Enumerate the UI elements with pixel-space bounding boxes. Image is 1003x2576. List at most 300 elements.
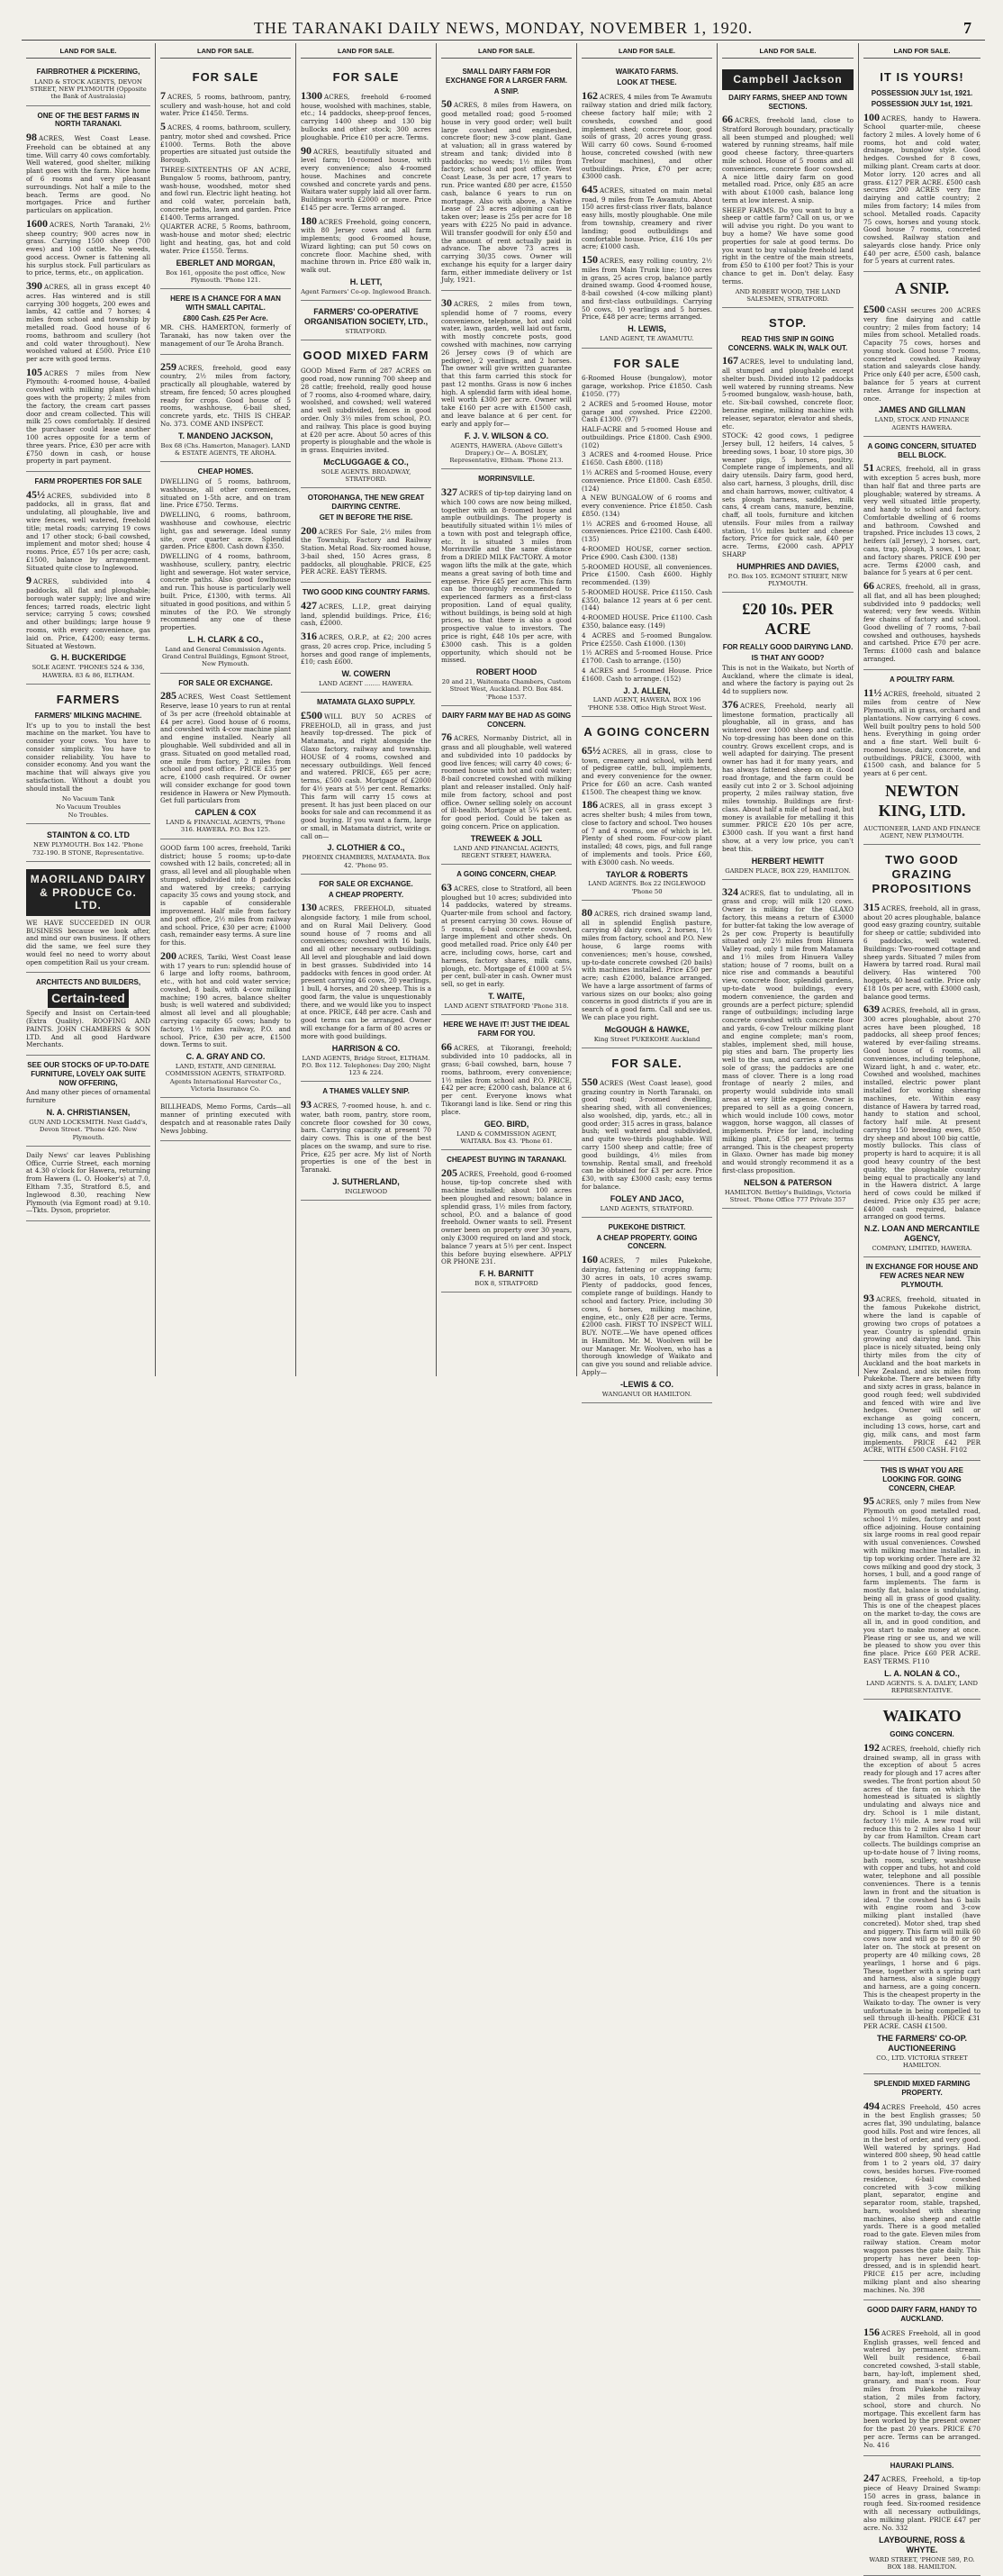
ad-text: ACRES, freehold 6-roomed house, woolshed with machines, stable, etc.; 14 paddocks, sheep-proof fences, carrying 1400 sheep and 130 big bullocks and other stock; 300 acres ploughable. Price £10 per acre. Terms. [301,93,431,141]
display-heading: FOR SALE [192,70,259,85]
agent-name: J. CLOTHIER & CO., [327,843,405,853]
firm-name: FAIRBROTHER & PICKERING, [36,68,140,77]
ad-text: It's up to you to install the best machine on the market. You have to consider your cows. You have to consider simplicity. You have to consider reliability. You have to consider economy. And you want the machine that will always give you satisfaction. Without a doubt you should install the [26,721,150,793]
acreage-number: 376 [722,697,738,711]
ad-line: No Vacuum Tank [61,794,115,803]
advertisement [160,462,291,673]
ad-subheading: IS THAT ANY GOOD? [751,654,825,662]
ad-heading: GOING CONCERN. [890,1730,954,1739]
agent-address: BOX 8, STRATFORD [474,1280,538,1288]
acreage-number: 427 [301,598,317,612]
ad-text: GOOD Mixed Farm of 287 ACRES on good road, now running 700 sheep and 28 cattle; freehold, really good house of 7 rooms, also 4-roomed whare, dairy, woolshed, and cowshed; well watered and well subdivided, fences in good order. Only 3½ miles from school, P.O. and railway. This place is good buying at £20 per acre. About 50 acres of this property is ploughable and the whole is in grass. Enquiries invited. [301,367,431,455]
acreage-number: 186 [582,798,598,812]
ad-text: ACRES, North Taranaki, 2½ sheep country; 900 acres now in grass. Carrying 1500 sheep (700 ewes) and 100 cattle. No weeds, good access. Owner is fattening all his surplus stock. Full particulars as to price, terms, etc., on application. [26,220,150,277]
agent-address: CO., LTD. VICTORIA STREET HAMILTON. [876,2054,968,2070]
ad-paragraph [301,144,431,213]
column-header: LAND FOR SALE. [863,47,980,59]
ad-heading: DAIRY FARMS, SHEEP AND TOWN SECTIONS. [728,93,847,111]
advertisement [301,340,431,488]
ad-text: CASH secures 200 ACRES very fine dairying and cattle country; 2 miles from factory; 14 miles from school. Metalled roads. Capacity 75 cows, horses and young stock. Good house 7 rooms, concreted cowshed. Railway station and saleyards close handy. Price only £40 per acre, £500 cash, balance for 5 years at current rates. Arrange for inspection at once. [863,306,980,403]
acreage-number: 76 [441,730,452,744]
agent-address: SOLE AGENTS. BROADWAY, STRATFORD. [321,467,411,484]
ad-subheading: £800 Cash. £25 Per Acre. [183,313,268,322]
ad-paragraph [863,1292,980,1455]
agent-address: 20 and 21, Waitemata Chambers, Custom Street West, Auckland. P.O. Box 484. 'Phone 1537. [441,678,572,701]
logo-block: Campbell Jackson [722,69,854,90]
agent-address: LAND AGENTS. S. A. DALEY, LAND REPRESENTATIVE. [865,1679,979,1694]
acreage-number: 494 [863,2099,880,2112]
ad-text: A NEW BUNGALOW of 6 rooms and every convenience. Price £1850. Cash £850. (134) [582,494,712,518]
ad-heading: FOR SALE OR EXCHANGE. [319,879,413,888]
agent-address: LAND, STOCK AND FINANCE AGENTS HAWERA. [874,416,970,431]
agent-address: Land and General Commission Agents. Grand Central Buildings, Egmont Street, New Plymouth. [161,645,290,668]
ad-text: ACRES, West Coast Settlement Reserve, lease 10 years to run at rental of 3s per acre (freehold obtainable at £4 per acre). Good house of 6 rooms, and cowshed with 4-cow machine plant and engine installed. Nearly all ploughable. Well subdivided and all in grass. Situated on good metalled road, one mile from factory, 2 miles from school and post office. PRICE £35 per acre, £1000 cash required. Or owner will consider exchange for good town residence in Hawera or New Plymouth. Get full particulars from [160,693,291,805]
ad-text: ACRES, 5 rooms, bathroom, pantry, scullery and wash-house, hot and cold water. Price £1450. Terms. [160,93,291,118]
ad-heading: A THAMES VALLEY SNIP. [322,1087,410,1096]
agent-name: N. A. CHRISTIANSEN, [46,1108,131,1118]
ad-heading: OTOROHANGA, THE NEW GREAT DAIRYING CENTRE. [307,494,425,512]
masthead [22,16,985,41]
ad-text: ACRES, Freehold, a tip-top piece of Heavy Drained Swamp: 150 acres in grass, balance in rough feed. Six-roomed residence with all necessary outbuildings, also milking plant. PRICE £47 per acre. No. 332 [863,2475,980,2532]
ad-heading: ARCHITECTS AND BUILDERS, [35,978,141,987]
ad-paragraph [863,579,980,664]
ad-heading: ONE OF THE BEST FARMS IN NORTH TARANAKI. [37,111,140,129]
ad-subheading: FARMERS' MILKING MACHINE. [34,711,142,720]
agent-address: LAND AGENT, HAWERA. BOX 196 'PHONE 538. Office High Street West. [587,696,707,712]
ad-paragraph [26,574,150,650]
ad-paragraph [582,564,712,587]
agent-address: LAND AGENT STRATFORD 'Phone 318. [444,1002,569,1010]
advertisement [441,1150,572,1293]
agent-address: LAND & COMMISSION AGENT, WAITARA. Box 43. 'Phone 61. [456,1129,557,1145]
ad-paragraph [26,279,150,364]
advertisement [582,1048,712,1218]
ad-paragraph [582,89,712,181]
acreage-number: 80 [582,906,592,920]
agent-name: HERBERT HEWITT [751,856,825,866]
advertisement [722,308,854,593]
ad-paragraph [863,2326,980,2450]
ad-paragraph [722,113,854,204]
ad-heading: HERE IS A CHANCE FOR A MAN WITH SMALL CAPITAL. [170,295,281,312]
ad-subheading: READ THIS SNIP IN GOING CONCERNS. WALK IN, WALK OUT. [727,334,848,352]
ad-text: ACRES, 2 miles from town, splendid home of 7 rooms, every convenience, telephone, hot and cold water, lawn, garden, well laid out farm, with mostly concrete posts, good cowshed with machines, now carrying 26 Jersey cows (9 of which are pedigree), 2 yearlings, and 2 horses. The owner will give written guarantee that this farm carried this stock for past 12 months. Grass is now 6 inches high. A splendid farm with ideal home, well worth £300 per acre. Owner will take £160 per acre with £1500 cash, and leave balance at 6 per cent. for early and apply for— [441,300,572,428]
ad-text: ACRES 7 miles from New Plymouth: 4-roomed house, 4-bailed cowshed with milking plant which goes with the property; 2 miles from the factory, the cream cart passes door and cream collected. This will milk 25 cows comfortably. If desired the purchaser could lease another 100 acres opposite for a term of three years. Price, £30 per acre with £750 down in cash, or house property in part payment. [26,368,150,466]
agent-address: WANGANUI OR HAMILTON. [601,1390,692,1398]
agent-address: HAMILTON. Bettley's Buildings, Victoria Street. 'Phone Office 777 Private 357 [724,1188,852,1204]
ad-text: This is not in the Waikato, but North of Auckland, where the climate is ideal, and where the factory is paying out 2s 4d to suppliers now. [722,663,854,696]
agent-address: GUN AND LOCKSMITH. Next Gadd's, Devon Street. 'Phone 426. New Plymouth. [29,1118,148,1141]
acreage-number: 65½ [582,743,601,757]
ad-paragraph [301,599,431,628]
acreage-number: 98 [26,131,37,144]
advertisement [863,845,980,1257]
acreage-number: 639 [863,1002,880,1016]
ad-paragraph [160,689,291,805]
ad-text: MR. CHS. HAMERTON, formerly of Taranaki, has now taken over the management of our Te Aroha Branch. [160,323,291,348]
agent-name: ROBERT HOOD [475,667,538,677]
advertisement [160,289,291,355]
column [156,43,296,1376]
column-header: LAND FOR SALE. [26,47,150,59]
ad-paragraph [722,354,854,431]
ad-text: 5-ROOMED HOUSE. Price £1150. Cash £350, balance 12 years at 6 per cent. (144) [582,587,712,612]
display-heading: NEWTON KING, LTD. [878,782,966,820]
ad-text: ACRES Freehold, all in good English grasses, well fenced and watered by permanent stream. Well built residence, 6-bail concreted cowshed, 3-stall stable, barn, hay-loft, implement shed, granary, and man's room. Four miles from Pukekohe railway station, 2 miles from factory, school, store and church. No mortgage. This excellent farm has been worked by the present owner for the past 20 years. PRICE £70 per acre. Terms can be arranged. No. 416 [863,2328,980,2449]
acreage-number: 30 [441,296,452,310]
ad-heading: MATAMATA GLAXO SUPPLY. [316,698,416,707]
ad-paragraph [26,1010,150,1049]
ad-text: SHEEP FARMS. Do you want to buy a sheep or cattle farm? Call on us, or we will advise you right. Do you want to buy a home? We have some good properties for sale at good terms. Do you want to buy valuable freehold land right in the centre of the main streets, from £50 to £100 per foot? This is your chance to get in. Don't delay. Easy terms. [722,205,854,286]
agent-address: LAND AND FINANCIAL AGENTS, REGENT STREET, HAWERA. [453,844,560,859]
acreage-number: 45½ [26,487,45,501]
display-heading: FARMERS [56,692,121,706]
ad-text: And many other pieces of ornamental furniture [26,1088,150,1105]
advertisement [441,62,572,291]
ad-text: THREE-SIXTEENTHS OF AN ACRE, Bungalow 5 rooms, bathroom, pantry, wash-house, woodshed, motor shed and fowl run. Electric light heating. hot and cold water, porcelain bath, concrete paths, lawn and garden. Price £1400. Terms arranged. [160,165,291,222]
agent-name: C. A. GRAY AND CO. [185,1052,266,1062]
ad-paragraph [863,901,980,1001]
acreage-number: 51 [863,461,874,475]
agent-address: LAND AGENTS. Box 22 INGLEWOOD 'Phone 50 [588,880,706,895]
ad-heading: SPLENDID MIXED FARMING PROPERTY. [873,2080,971,2098]
ad-text: ACRES, at Tikorangi, freehold; subdivided into 10 paddocks, all in grass; 6-bail cowshed, barn, house 7 rooms, bathroom, every convenience; 1½ miles from school and P.O. PRICE, £42 per acre; £2000 cash, balance at 6 per cent. Everyone knows what Tikorangi land is like. Send or ring this place. [441,1043,572,1116]
advertisement [863,1257,980,1461]
agent-address: Box 161, opposite the post office, New Plymouth. 'Phone 121. [166,268,285,284]
advertisement [722,593,854,879]
advertisement [26,472,150,685]
column [577,43,718,1398]
ad-paragraph [722,432,854,559]
advertisement [160,1098,291,1141]
ad-paragraph [301,1098,431,1175]
ad-paragraph [582,798,712,866]
agent-name: STAINTON & CO. LTD [47,830,130,840]
ad-heading: HERE WE HAVE IT! JUST THE IDEAL FARM FOR YOU. [443,1020,570,1038]
ad-paragraph [582,521,712,544]
advertisement [863,272,980,437]
agent-name: W. COWERN [341,669,391,679]
ad-text: ACRES, L.I.P., great dairying land, splendid buildings. Price, £16; cash, £2000. [301,602,431,628]
acreage-number: 100 [863,110,880,123]
ad-paragraph [863,2100,980,2295]
ad-subheading: LOOK AT THESE. [617,77,677,86]
agent-name: GEO. BIRD, [483,1119,529,1129]
agent-name: TREWEEK & JOLL [470,833,543,843]
agent-name: J. J. ALLEN, [623,685,671,695]
ad-paragraph [582,632,712,649]
ad-subheading: A SNIP. [493,86,520,95]
ad-paragraph [722,885,854,1175]
agent-name: HARRISON & CO. [331,1043,401,1053]
agent-address: WARD STREET, 'PHONE 589, P.O. BOX 188. HAMILTON. [869,2555,975,2571]
ad-text: ACRES For Sale, 2½ miles from the Township, Factory and Railway Station. Metal Road. Six-roomed house, 3-bail shed, 150 Acres grass, 8 paddocks, all ploughable. PRICE, £25 PER ACRE. EASY TERMS. [301,527,431,576]
column-header: LAND FOR SALE. [441,47,572,59]
agent-name: JAMES AND GILLMAN [878,405,966,415]
ad-paragraph [301,901,431,1040]
agent-name: L. H. CLARK & CO., [187,634,264,644]
ad-heading: CHEAPEST BUYING IN TARANAKI. [447,1156,566,1165]
ad-paragraph [863,111,980,267]
ad-heading: DAIRY FARM MAY BE HAD AS GOING CONCERN. [441,711,572,729]
advertisement [441,469,572,706]
acreage-number: 11½ [863,685,882,699]
acreage-number: 327 [441,485,457,499]
agent-address: AND ROBERT WOOD, THE LAND SALESMEN, STRATFORD. [735,287,841,303]
agent-name: NELSON & PATERSON [744,1177,832,1187]
agent-name: THE FARMERS' CO-OP. AUCTIONEERING [877,2033,967,2053]
acreage-number: 5 [160,120,166,133]
advertisement [441,706,572,865]
agent-address: King Street PUKEKOHE Auckland [593,1035,700,1043]
ad-paragraph [441,97,572,285]
acreage-number: 1600 [26,216,48,230]
display-heading: A GOING CONCERN [583,725,710,739]
advertisement [26,685,150,824]
ad-text: ACRES, freehold, chiefly rich drained swamp, all in grass with the exception of about 5 acres ready for plough and 17 acres after swedes. The front portion about 50 acres of the farm on which the homestead is situated is slightly undulating and always nice and dry. School is 1 mile distant, factory 1½ mile. A new road will reduce this to 2 miles also 1 hour by car from Hamilton. Cream cart collects. The buildings comprise an up-to-date house of 7 living rooms, bath room, scullery, washhouse with copper and tubs, hot and cold water, telephone and all possible conveniences. There is a tennis lawn in front and the situation is ideal. 7 the cowshed has 6 bails with engine room and 3-cow milking plant installed (have concreted). Motor shed, trap shed and piggery. This farm will milk 60 cows now and will go to 80 or 90 later on. The stock at present on property are 40 milking cows, 28 yearlings, 1 horse and 6 pigs. These, together with a spring cart and harness, also a single buggy and harness, are a going concern. This is the cheapest property in the Waikato to-day. The owner is very unfortunate in being compelled to sell through ill-health. PRICE £31 PER ACRE. CASH £1500. [863,1744,980,2031]
agent-name: H. LEWIS, [628,324,666,334]
ad-subheading: GET IN BEFORE THE RISE. [319,512,413,522]
agent-name: J. SUTHERLAND, [332,1177,400,1187]
advertisement [582,62,712,348]
acreage-number: 180 [301,213,317,227]
agent-address: SOLE AGENT. 'PHONES 524 & 336, HAWERA. 83 & 86, ELTHAM. [32,664,145,679]
ad-text: ACRES, Freehold, good 6-roomed house, tip-top concrete shed with machine installed; about 100 acres been ploughed and resown; balance in splendid grass, 1½ miles from factory, school, P.O. and a balance of good freehold. Owner wants to sell. Present owner been on property over 30 years, only £3000 required on land and stock, balance 7 years at 5½ per cent. Inspect this before buying elsewhere. APPLY OR PHONE 231. [441,1169,572,1266]
ad-text: ACRES, freehold land, close to Stratford Borough boundary, practically all been stumped and ploughed; well watered by running streams, half mile good cheese factory, three-quarters mile school. House of 5 rooms and all conveniences, concrete floor cowshed. A nice little dairy farm on good metalled road. Price, only £85 an acre with about £1000 cash, balance long term at low interest. A snip. [722,116,854,204]
acreage-number: 259 [160,359,176,373]
acreage-number: 192 [863,1740,880,1754]
advertisement [26,824,150,862]
ad-heading: IN EXCHANGE FOR HOUSE AND FEW ACRES NEAR NEW PLYMOUTH. [865,1263,979,1289]
ad-paragraph [582,183,712,251]
ad-text: ACRES, situated on main metal road, 9 miles from Te Awamutu. About 150 acres first-class river flats, balance easy hills, mostly ploughable. One mile from township, creamery and river landing; good outbuildings and comfortable house. Price, £16 10s per acre; £1000 cash. [582,186,712,251]
acreage-number: 130 [301,901,317,914]
acreage-number: 150 [582,253,598,267]
logo-block: MAORILAND DAIRY & PRODUCE Co. LTD. [26,869,150,916]
display-heading: TWO GOOD GRAZING PROPOSITIONS [872,853,972,896]
ad-paragraph [160,223,291,255]
ad-text: ACRES, easy rolling country, 2½ miles from Main Trunk line; 100 acres in grass, 25 acres crop, balance partly drained swamp. Good 4-roomed house, 8-bail cowshed (4-cow milking plant) and first-class outbuildings. Carrying 50 cows, 10 yearlings and 5 horses. Price, £48 per acre; terms arranged. [582,257,712,322]
column-header: LAND FOR SALE. [582,47,712,59]
ad-paragraph [26,920,150,967]
acreage-number: 200 [301,523,317,537]
ad-text: ACRES, FREEHOLD, situated alongside factory, 1 mile from school, and on Rural Mail Delivery. Good sound house of 7 rooms and all conveniences; cowshed with 16 bails, and all other necessary outbuildings. All level and ploughable and laid down in best grasses. Subdivided into 14 paddocks with fences in good order. At present carrying 46 cows, 20 yearlings, 1 bull, 4 horses, and 20 sheep. This is a good farm, the value is unquestionably there, and we would like you to inspect at once. PRICE, £48 per acre. Cash and good terms can be arranged. Owner will exchange for a farm of 80 acres or more with good buildings. [301,904,431,1040]
column [859,43,985,2571]
ad-text: ACRES, freehold, all in grass with exception 5 acres bush, more than half flat and three parts are ploughable; watered by streams. A very well situated little property, and handy to school and factory. Comfortable dwelling of 6 rooms and bathroom. Cowshed and trapshed. Price includes 13 cows, 2 heifers (all Jersey), 2 horses, cart, cans, trap, plough, 3 sows, 1 boar, and factory shares. PRICE £90 per acre. Terms £2000 cash, and balance for 5 years at 6 per cent. [863,465,980,577]
acreage-number: 63 [441,880,452,893]
ad-paragraph [582,253,712,322]
ad-text: ACRES, 4 miles from Te Awamutu railway station and dried milk factory, cheese factory half mile; with 2 cowsheds, cowshed and good implement shed; concrete floor, good soils of grass, 20 acres young grass. Will carry 60 cows. Sound 6-roomed house, concreted cowshed (with new Trelour machines), and other outbuildings. Price, £70 per acre; £3000 cash. [582,92,712,181]
agent-name: -LEWIS & CO. [620,1379,673,1389]
ad-text: STOCK: 42 good cows, 1 pedigree Jersey bull, 12 heifers, 14 calves, 5 breeding sows, 1 boar, 10 store pigs, 30 weaner pigs, 5 horses, poultry. Complete range of implements, and all dairy utensils. Dairy farm, good herd, also cart, harness, 3 ploughs, drill, disc and chain harrows, mower, cultivator, 4 sets plough harness, saddles, milk cans, 4 cream cans, manure, benzine, chaff, all tools, furniture and kitchen utensils. Four miles from a railway station, 1½ miles butter and cheese factory. Price for quick sale, £40 per acre. Terms, £2000 cash. APPLY SHARP [722,431,854,559]
acreage-number: 66 [722,113,733,126]
ad-paragraph [582,1253,712,1377]
advertisement [863,1700,980,2074]
advertisement [26,1147,150,1221]
acreage-number: 1300 [301,89,322,102]
ad-paragraph [863,686,980,778]
ad-text: ACRES, subdivided into 4 paddocks, all flat and ploughable; borough water supply; live and wire fences; tarred roads, electric light service; carrying 5 cows; cowshed and other buildings; large house 9 rooms, with every convenience, gas laid on. Price, £4200; easy terms. Situated at Westown. [26,577,150,650]
ad-paragraph [301,709,431,840]
advertisement [863,2300,980,2455]
advertisement [26,862,150,974]
column-header: LAND FOR SALE. [301,47,431,59]
column [437,43,577,1376]
ad-text: ACRES, beautifully situated and level farm; 10-roomed house, with every convenience; also 4-roomed house. Machines and concrete cowshed and concrete yards and pens. Waitara water supply laid all over farm. Buildings worth £2000 or more. Price £145 per acre. Terms arranged. [301,147,431,212]
agent-name: HUMPHRIES AND DAVIES, [736,561,839,571]
ad-text: 4-ROOMED HOUSE. Price £1100. Cash £350, balance easy. (149) [582,613,712,630]
ad-heading: POSSESSION JULY 1st, 1921. [871,89,973,97]
column [22,43,156,1376]
ad-text: ACRES, close to Stratford, all been ploughed but 10 acres; subdivided into 14 paddocks, watered by streams. Quarter-mile from school and factory, at present carrying 30 cows. House of 5 rooms, 6-bail concrete cowshed, large implement and other sheds. On good metalled road. Price only £40 per acre, including cows, horse, cart and harness, factory shares, milk cans, plough, etc. Mortgage of £1000 at 5¼ per cent, bull-ater in cash. Owner must sell, so get in early. [441,884,572,989]
page-number: 7 [963,18,972,37]
ad-heading: A GOING CONCERN, SITUATED BELL BLOCK. [867,441,977,459]
ad-heading: THIS IS WHAT YOU ARE LOOKING FOR. GOING CONCERN, CHEAP. [881,1466,963,1492]
ad-heading: MORRINSVILLE. [478,475,535,484]
ad-paragraph [582,649,712,666]
acreage-number: 66 [863,579,874,593]
ad-heading: GOOD DAIRY FARM, HANDY TO AUCKLAND. [867,2306,977,2324]
ad-text: 6-Roomed House (bungalow), motor garage, workshop. Price £1850. Cash £1050. (77) [582,374,712,398]
advertisement [301,583,431,693]
agent-name: EBERLET AND MORGAN, [176,258,276,268]
advertisement [26,1056,150,1147]
ad-paragraph [301,630,431,667]
advertisement [26,973,150,1056]
ad-paragraph [441,485,572,665]
firm-subtitle: LAND & STOCK AGENTS, DEVON STREET, NEW PLYMOUTH (Opposite the Bank of Australasia) [30,77,147,101]
column-header: LAND FOR SALE. [160,47,291,59]
agent-address: INGLEWOOD [344,1187,388,1195]
ad-text: HALF-ACRE and 5-roomed House and outbuildings. Price £1800. Cash £900. (102) [582,425,712,449]
agent-address: LAND, ESTATE, AND GENERAL COMMISSION AGENTS, STRATFORD. Agents International Harvester Co., Victoria Insurance Co. [165,1063,286,1093]
agent-name: F. J. V. WILSON & CO. [464,431,549,440]
ad-paragraph [582,451,712,467]
advertisement [863,1461,980,1700]
ad-paragraph [160,553,291,632]
ad-paragraph [441,881,572,989]
acreage-number: 90 [301,143,312,157]
advertisement [722,62,854,308]
advertisement [160,839,291,1098]
ad-text: ACRES, West Coast Lease. Freehold can be obtained at any time. Will carry 40 cows comfortably. Well watered, good shelter, milking plant goes with the farm. Nice home of 6 rooms and very pleasant surroundings. Not half a mile to the beach. Terms are good. No mortgages. Price and further particulars on application. [26,134,150,215]
acreage-number: 66 [441,1039,452,1053]
advertisement [26,62,150,106]
agent-address: GARDEN PLACE, BOX 229, HAMILTON. [725,866,851,875]
agent-name: FARMERS' CO-OPERATIVE ORGANISATION SOCIETY, LTD., [303,307,429,327]
agent-name: McGOUGH & HAWKE, [604,1024,690,1034]
ad-paragraph [863,2472,980,2532]
ad-text: ACRES, rich drained swamp land, all in splendid English pasture, carrying 40 dairy cows, 2 horses, 1½ miles from factory, school and P.O. New house, 6 large rooms with conveniences; men's house, cowshed, up-to-date concrete cowshed (20 bails) with machines installed. Price £50 per acre; cash £2000, balance arranged. We have a large assortment of farms of various sizes on our books; also going concerns in good districts if you are in search of a good farm. Call and see us. We can place you right. [582,910,712,1022]
ad-paragraph [582,375,712,398]
agent-name: N.Z. LOAN AND MERCANTILE AGENCY, [863,1224,980,1244]
ad-paragraph [582,426,712,449]
agent-address: STRATFORD. [345,328,387,336]
acreage-number: 285 [160,689,176,703]
column-header: LAND FOR SALE. [722,47,854,59]
ad-heading: HAURAKI PLAINS. [890,2461,954,2470]
agent-name: T. MANDENO JACKSON, [177,431,273,440]
ad-text: ACRES Freehold, going concern, with 80 Jersey cows and all farm implements; good 6-roomed house, Wizard lighting; can put 50 cows on concrete floor. Machine shed, with machine thrown in. Price £80 walk in, walk out. [301,217,431,275]
advertisement [301,488,431,583]
display-heading: FOR SALE. [611,1057,682,1071]
ad-paragraph [441,1040,572,1117]
advertisement [301,301,431,340]
advertisement [863,62,980,272]
agent-name: CAPLEN & COX [194,808,257,818]
ad-text: Daily News' car leaves Publishing Office, Currie Street, each morning at 4.30 o'clock for Hawera, returning from Hawera (L. O. Hooker's) at 7.0, Eltham 7.35, Stratford 8.5, and Inglewood 8.30, reaching New Plymouth (via Egmont road) at 9.10.—Tkts. Dyson, proprietor. [26,1150,150,1215]
ad-paragraph [26,366,150,466]
ad-text: 4 ACRES and 5-roomed House. Price £1600. Cash to arrange. (152) [582,666,712,683]
acreage-number: 316 [301,630,317,643]
ad-paragraph [582,906,712,1022]
ad-heading: WAIKATO FARMS. [615,68,679,77]
ad-paragraph [582,401,712,424]
acreage-number: 324 [722,884,738,898]
ad-text: ACRES, flat to undulating, all in grass and crop; will milk 120 cows. Owner is milking for the GLAXO factory, this means a return of £3000 for butter-fat taking the low average of 2s per cow. Property is beautifully situated only 2½ miles from Hinuera Valley road, only 1 mile from Matamata and 1½ miles from Hinuera Valley station; house of 7 rooms, built on a nice rise and commands a beautiful view, concrete floor, splendid gardens, up-to-date wood buildings, every modern convenience, the garden and grounds are a perfect picture; splendid range of outbuildings; including large concrete cowshed with concrete floor and yards, 6-cow Trelour milking plant and engine complete; man's room, stables, implement shed, mill house, pig sties and barn. The property lies well to the sun, and carries a splendid sole of grass; the paddocks are one mass of clover. There is a long road frontage of nearly 2 miles, and property would subdivide into small areas at very little expense. Owner is prepared to sell as a going concern, which would include 100 cows, motor waggon, horse waggon, all classes of implements. Price for land, including milking plant, £58 per acre; terms arranged. This is the cheapest property in Glaxo. Owner has made big money and would strongly recommend it as a first-class proposition. [722,888,854,1175]
ad-subheading: A CHEAP PROPERTY. [328,890,404,899]
acreage-number: £500 [863,303,885,316]
agent-address: Box 68 (Chs. Hamerton, Manager). LAND & ESTATE AGENTS, TE AROHA. [160,441,291,457]
advertisement [582,1218,712,1403]
advertisement [582,901,712,1048]
ad-text: DWELLING of 5 rooms, bathroom, washhouse, all other conveniences, situated on 1-5th acre, and on tram line. Price £750. Terms. [160,477,291,510]
ad-paragraph [863,303,980,403]
acreage-number: 93 [301,1098,312,1111]
ad-paragraph [160,845,291,948]
ad-heading: A GOING CONCERN, CHEAP. [456,870,556,879]
brand-logo-text: Certain-teed [48,989,129,1008]
ad-paragraph [26,131,150,215]
ad-paragraph [441,1166,572,1266]
agent-name: F. H. BARNITT [479,1269,534,1279]
ad-text: ACRES, freehold, situated 2 miles from centre of New Plymouth, all in grass, orchard and plantations. Now carrying 6 cows. Well built poultry pens to hold 500 hens. Everything in going order and a fine start. Well built 6-roomed house, dairy, concrete, and outbuildings. PRICE, £3000, with £1500 cash, and balance for 5 years at 6 per cent. [863,689,980,778]
ad-paragraph [301,89,431,142]
ad-text: ACRES, Tariki, West Coast lease with 17 years to run: splendid house of 6 large and lofty rooms, bathroom, etc., with hot and cold water service; cowshed, 8 bails, with 4-cow milking machine; 190 acres, balance shelter bush; is well watered and subdivided; almost all level and all ploughable; carrying capacity 65 cows; handy to factory, 1½ miles railway, P.O. and school. Price, £30 per acre, £1500 down. Terms to suit. [160,952,291,1049]
ad-paragraph [26,488,150,573]
ad-line: No Troubles. [68,812,109,820]
acreage-number: 205 [441,1166,457,1179]
acreage-number: 105 [26,365,42,378]
agent-name: FOLEY AND JACO, [610,1193,684,1203]
newspaper-page [22,43,985,2571]
ad-subheading: POSSESSION JULY 1st, 1921. [871,99,973,108]
advertisement [160,62,291,289]
advertisement [301,62,431,301]
advertisement [26,106,150,472]
ad-heading: FOR SALE OR EXCHANGE. [178,678,273,687]
ad-text: DWELLING of 4 rooms, bathroom, washhouse, scullery, pantry, electric light and sewerage. Hot water service, concrete paths. Also good fowlhouse and run. This house is particularly well built. Price, £1300, with terms. All situated in good positions, and within 5 minutes of the P.O. We strongly recommend any one of these properties. [160,552,291,632]
advertisement [441,1015,572,1150]
agent-address: COMPANY, LIMITED, HAWERA. [872,1245,972,1253]
ad-paragraph [582,589,712,612]
ad-paragraph [160,949,291,1049]
ad-text: ACRES, 4 rooms, bathroom, scullery, pantry, motor shed and cowshed. Price £1000. Terms. Both the above properties are situated just outside the Borough. [160,123,291,165]
advertisement [722,880,854,1210]
ad-heading: SMALL DAIRY FARM FOR EXCHANGE FOR A LARGER FARM. [446,68,567,85]
acreage-number: 95 [863,1494,874,1508]
agent-address: AUCTIONEER, LAND AND FINANCE AGENT, NEW PLYMOUTH. [863,824,980,840]
ad-text: ACRES, freehold, all in grass, about 20 acres ploughable, balance good easy grazing country, suitable for sheep or cattle; subdivided into 6 paddocks, well watered. Buildings: Two-roomed cottage and sheep yards. Situated 7 miles from Hawera by tarred road. Rural mail delivery. Has wintered 700 hoggets, 40 head cattle. Price only £18 10s per acre, with £3000 cash, balance good terms. [863,904,980,1001]
ad-paragraph [26,1089,150,1105]
brand-logo [26,989,150,1008]
ad-paragraph [582,469,712,493]
agent-name: TAYLOR & ROBERTS [605,869,688,879]
ad-heading: TWO GOOD KING COUNTRY FARMS. [302,588,430,597]
display-heading: WAIKATO [882,1707,962,1726]
ad-text: ACRES, all in grass except 40 acres. Has wintered and is still carrying 300 hoggets, 200 ewes and lambs, 42 cattle and 7 horses; 4 miles from school and township by metalled road. Good house of 6 rooms, bathroom and scullery (hot and cold water throughout). New woolshed valued at £500. Price £10 per acre with good terms. [26,283,150,364]
advertisement [863,670,980,846]
